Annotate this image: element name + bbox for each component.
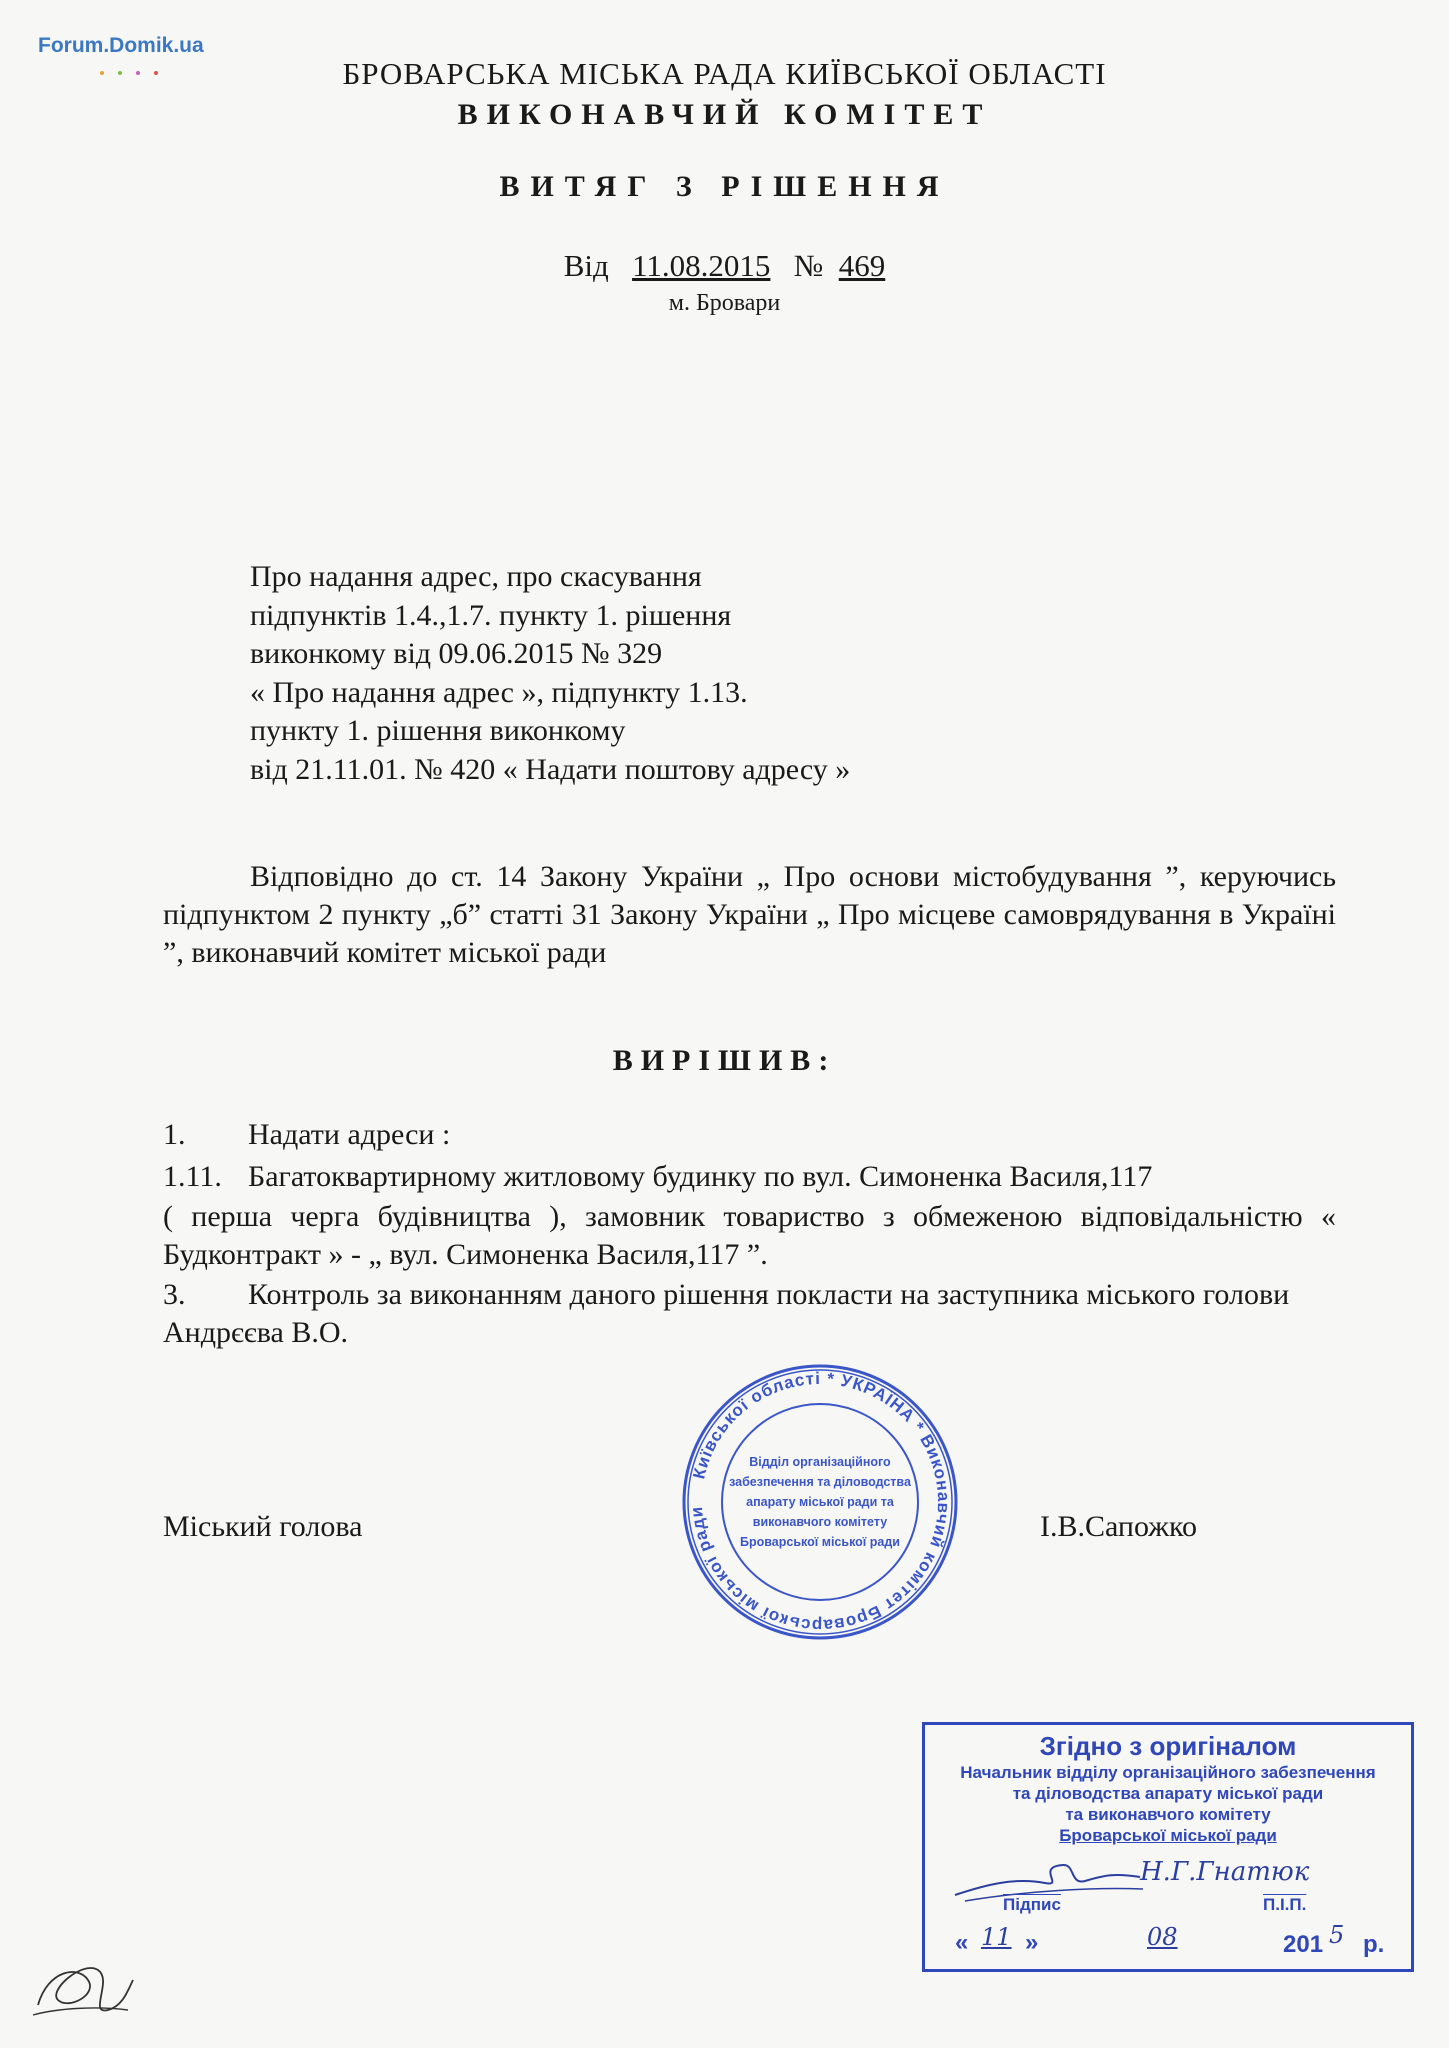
decision-date-line <box>0 248 1449 284</box>
item-text: Контроль за виконанням даного рішення покласти на заступника міського голови Андрєєва В.О. <box>163 1278 1290 1349</box>
certification-stamp <box>922 1722 1414 1972</box>
item-number: 1. <box>163 1118 186 1151</box>
seal-outer-text: Київської області * УКРАЇНА * Виконавчий комітет Броварської міської ради <box>686 1368 954 1636</box>
number-prefix: № <box>793 248 824 283</box>
list-item <box>163 1116 1336 1154</box>
subject-line: від 21.11.01. № 420 « Надати поштову адресу » <box>250 752 851 786</box>
committee-name: ВИКОНАВЧИЙ КОМІТЕТ <box>457 98 992 131</box>
document-title: ВИТЯГ З РІШЕННЯ <box>499 170 950 203</box>
subject-line: виконкому від 09.06.2015 № 329 <box>250 637 663 670</box>
stamp-year-prefix: 201 <box>1283 1931 1324 1958</box>
round-seal <box>680 1362 960 1642</box>
city: м. Бровари <box>668 290 781 316</box>
subject-line: пункту 1. рішення виконкому <box>250 714 626 747</box>
watermark: Forum.Domik.ua <box>38 34 204 57</box>
seal-inner-line: Відділ організаційного <box>749 1455 891 1469</box>
list-item <box>163 1276 1336 1352</box>
stamp-line: та діловодства апарату міської ради <box>1012 1784 1324 1803</box>
seal-inner-line: апарату міської ради та <box>746 1495 894 1509</box>
stamp-month: 08 <box>1147 1923 1178 1951</box>
list-item <box>163 1158 1336 1196</box>
signatory-position: Міський голова <box>163 1510 363 1543</box>
decision-date: 11.08.2015 <box>632 248 771 283</box>
stamp-handwritten-name: Н.Г.Гнатюк <box>1140 1857 1310 1887</box>
decided-heading: ВИРІШИВ: <box>612 1044 837 1077</box>
stamp-line: та виконавчого комітету <box>1065 1805 1271 1824</box>
item-text: Надати адреси : <box>248 1118 451 1151</box>
stamp-line: Начальник відділу організаційного забезпечення <box>960 1763 1376 1782</box>
date-prefix: Від <box>563 248 609 283</box>
item-number: 1.11. <box>163 1160 222 1193</box>
item-text: ( перша черга будівництва ), замовник товариство з обмеженою відповідальністю « Будконтракт » - „ вул. Симоненка Василя,117 ”. <box>163 1200 1336 1271</box>
council-name: БРОВАРСЬКА МІСЬКА РАДА КИЇВСЬКОЇ ОБЛАСТІ <box>342 56 1107 91</box>
subject-line: підпунктів 1.4.,1.7. пункту 1. рішення <box>250 598 732 632</box>
seal-inner-line: виконавчого комітету <box>752 1515 888 1529</box>
decision-number: 469 <box>838 248 886 283</box>
list-item <box>163 1198 1336 1274</box>
stamp-open-quote: « <box>955 1929 969 1956</box>
item-text: Багатоквартирному житловому будинку по вул. Симоненка Василя,117 <box>248 1160 1153 1193</box>
stamp-line: Броварської міської ради <box>1059 1826 1277 1845</box>
stamp-name-label: П.І.П. <box>1263 1895 1307 1914</box>
stamp-title: Згідно з оригіналом <box>1039 1731 1297 1761</box>
stamp-day: 11 <box>981 1923 1012 1951</box>
seal-inner-line: забезпечення та діловодства <box>729 1475 911 1489</box>
item-number: 3. <box>163 1278 186 1311</box>
signatory-name: І.В.Сапожко <box>1040 1510 1198 1543</box>
stamp-sign-label: Підпис <box>1003 1895 1061 1914</box>
subject-block <box>250 558 850 789</box>
subject-line: « Про надання адрес », підпункту 1.13. <box>250 675 748 709</box>
stamp-year-digit: 5 <box>1329 1921 1345 1949</box>
seal-inner-line: Броварської міської ради <box>740 1535 900 1549</box>
stamp-close-quote: » <box>1025 1929 1039 1956</box>
subject-line: Про надання адрес, про скасування <box>250 560 702 593</box>
stamp-year-suffix: р. <box>1363 1931 1385 1958</box>
preamble: Відповідно до ст. 14 Закону України „ Про основи містобудування ”, керуючись підпунктом 2 пункту „б” статті 31 Закону України „ Про місцеве самоврядування в Україні ”, виконавчий комітет міської ради <box>163 860 1336 969</box>
initials-scribble <box>28 1950 138 2030</box>
